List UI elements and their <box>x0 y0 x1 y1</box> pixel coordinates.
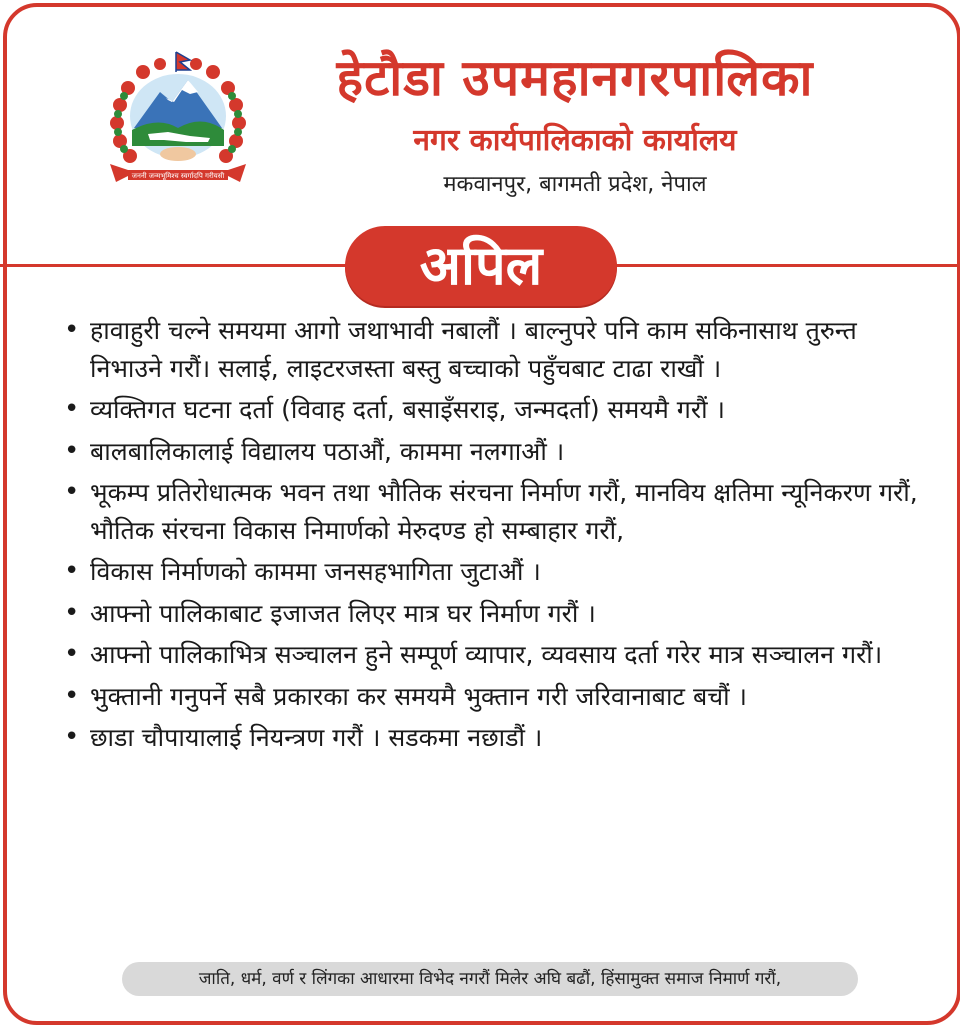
office-address: मकवानपुर, बागमती प्रदेश, नेपाल <box>443 172 707 197</box>
appeal-list <box>60 312 920 761</box>
office-subtitle: नगर कार्यपालिकाको कार्यालय <box>413 123 737 158</box>
appeal-item: • छाडा चौपायालाई नियन्त्रण गरौं । सडकमा नछाडौं । <box>60 719 920 757</box>
svg-text:जननी जन्मभूमिश्च स्वर्गादपि गर: जननी जन्मभूमिश्च स्वर्गादपि गरीयसी <box>131 172 225 180</box>
appeal-item: • व्यक्तिगत घटना दर्ता (विवाह दर्ता, बसाइँसराइ, जन्मदर्ता) समयमै गरौं । <box>60 391 920 429</box>
appeal-item: • भुक्तानी गनुपर्ने सबै प्रकारका कर समयमै भुक्तान गरी जरिवानाबाट बचौं । <box>60 678 920 716</box>
appeal-item: • आफ्नो पालिकाभित्र सञ्चालन हुने सम्पूर्ण व्यापार, व्यवसाय दर्ता गरेर मात्र सञ्चालन गरौं। <box>60 636 920 674</box>
appeal-item: • आफ्नो पालिकाबाट इजाजत लिएर मात्र घर निर्माण गरौं । <box>60 595 920 633</box>
appeal-item: • बालबालिकालाई विद्यालय पठाऔं, काममा नलगाऔं । <box>60 433 920 471</box>
nepal-emblem-icon <box>98 50 258 190</box>
municipality-title: हेटौडा उपमहानगरपालिका <box>336 49 814 107</box>
appeal-item: • विकास निर्माणको काममा जनसहभागिता जुटाऔं । <box>60 553 920 591</box>
appeal-item: • भूकम्प प्रतिरोधात्मक भवन तथा भौतिक संरचना निर्माण गरौं, मानविय क्षतिमा न्यूनिकरण गरौं, भौतिक संरचना विकास निमार्णको मेरुदण्ड हो सम्बाहार गरौं, <box>60 474 920 549</box>
appeal-item: • हावाहुरी चल्ने समयमा आगो जथाभावी नबालौं । बाल्नुपरे पनि काम सकिनासाथ तुरुन्त निभाउने गरौं। सलाई, लाइटरजस्ता बस्तु बच्चाको पहुँचबाट टाढा राखौं । <box>60 312 920 387</box>
appeal-banner: अपिल <box>345 226 617 306</box>
footer-slogan: जाति, धर्म, वर्ण र लिंगका आधारमा विभेद नगरौं मिलेर अघि बढौं, हिंसामुक्त समाज निमार्ण गरौं, <box>122 962 858 996</box>
